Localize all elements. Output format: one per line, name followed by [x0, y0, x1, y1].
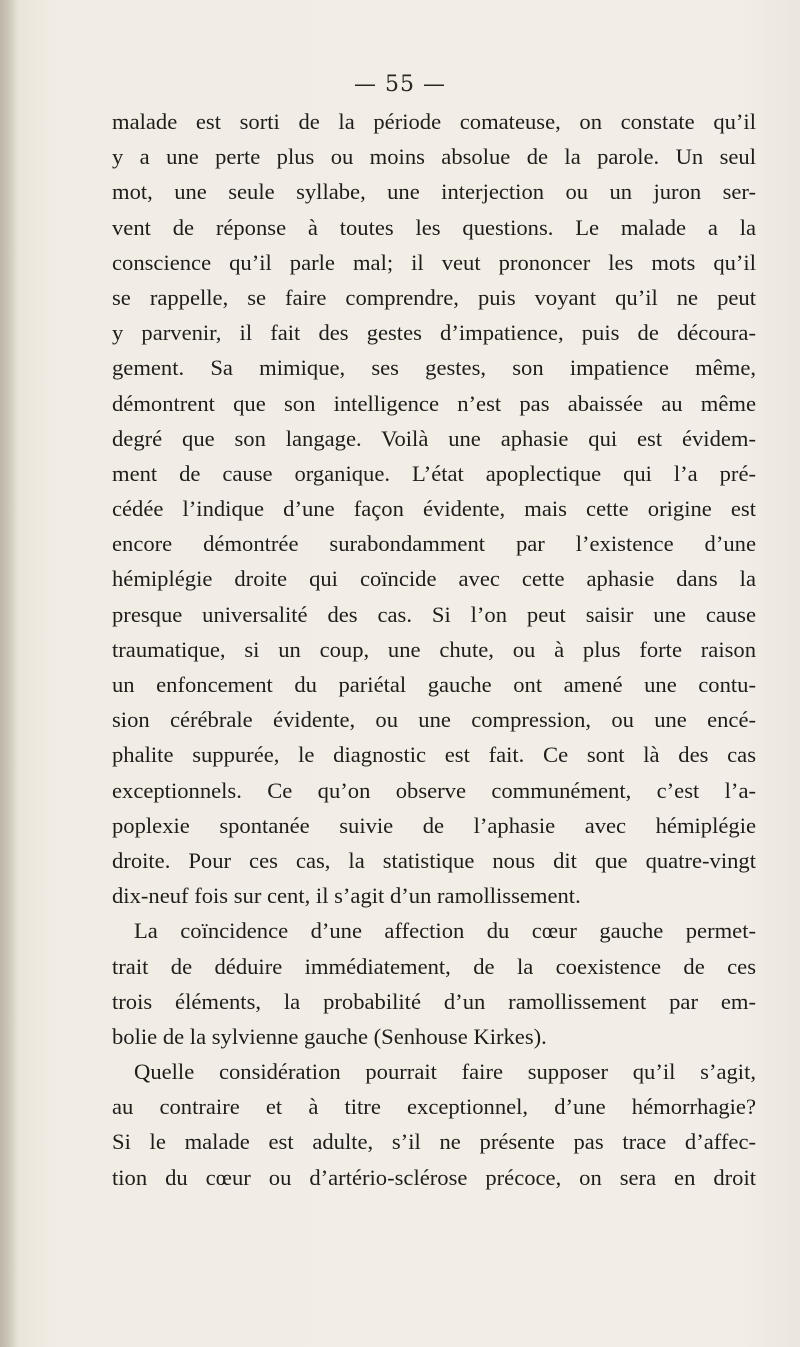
text-line: trait de déduire immédiatement, de la coexistence de ces: [112, 953, 756, 979]
text-line: trois éléments, la probabilité d’un ramollissement par em-: [112, 988, 756, 1014]
text-line: ment de cause organique. L’état apoplectique qui l’a pré-: [112, 460, 756, 486]
text-line: mot, une seule syllabe, une interjection ou un juron ser-: [112, 179, 756, 205]
text-line: droite. Pour ces cas, la statistique nous dit que quatre-vingt: [112, 847, 756, 873]
text-line: presque universalité des cas. Si l’on peut saisir une cause: [112, 601, 756, 627]
text-line: se rappelle, se faire comprendre, puis voyant qu’il ne peut: [112, 284, 756, 310]
text-line: Quelle considération pourrait faire supposer qu’il s’agit,: [134, 1059, 756, 1085]
body-text: [112, 104, 756, 1195]
text-line: tion du cœur ou d’artério-sclérose précoce, on sera en droit: [112, 1164, 756, 1190]
text-line: encore démontrée surabondamment par l’existence d’une: [112, 531, 756, 557]
text-line: malade est sorti de la période comateuse, on constate qu’il: [112, 109, 756, 134]
text-line: y a une perte plus ou moins absolue de la parole. Un seul: [112, 144, 756, 170]
text-line: un enfoncement du pariétal gauche ont amené une contu-: [112, 672, 756, 697]
text-line: gement. Sa mimique, ses gestes, son impatience même,: [112, 355, 756, 381]
text-line: sion cérébrale évidente, ou une compression, ou une encé-: [112, 707, 756, 733]
text-line: au contraire et à titre exceptionnel, d’une hémorrhagie?: [112, 1094, 756, 1120]
text-line: y parvenir, il fait des gestes d’impatience, puis de découra-: [112, 320, 756, 346]
page-binding-shadow: [0, 0, 18, 1347]
text-line: phalite suppurée, le diagnostic est fait. Ce sont là des cas: [112, 742, 756, 768]
text-line: conscience qu’il parle mal; il veut prononcer les mots qu’il: [112, 249, 756, 275]
page-number: — 55 —: [354, 72, 446, 97]
text-line: Si le malade est adulte, s’il ne présente pas trace d’affec-: [112, 1129, 756, 1155]
text-line: La coïncidence d’une affection du cœur gauche permet-: [134, 918, 756, 944]
text-line: dix-neuf fois sur cent, il s’agit d’un ramollissement.: [112, 883, 581, 909]
text-line: démontrent que son intelligence n’est pas abaissée au même: [112, 390, 756, 416]
text-line: traumatique, si un coup, une chute, ou à plus forte raison: [112, 636, 756, 662]
text-line: cédée l’indique d’une façon évidente, mais cette origine est: [112, 496, 756, 522]
text-line: hémiplégie droite qui coïncide avec cette aphasie dans la: [112, 566, 756, 592]
text-line: poplexie spontanée suivie de l’aphasie avec hémiplégie: [112, 812, 756, 838]
text-line: degré que son langage. Voilà une aphasie qui est évidem-: [112, 425, 756, 451]
text-line: bolie de la sylvienne gauche (Senhouse Kirkes).: [112, 1023, 547, 1049]
text-line: vent de réponse à toutes les questions. Le malade a la: [112, 214, 756, 240]
text-line: exceptionnels. Ce qu’on observe communément, c’est l’a-: [112, 777, 756, 803]
